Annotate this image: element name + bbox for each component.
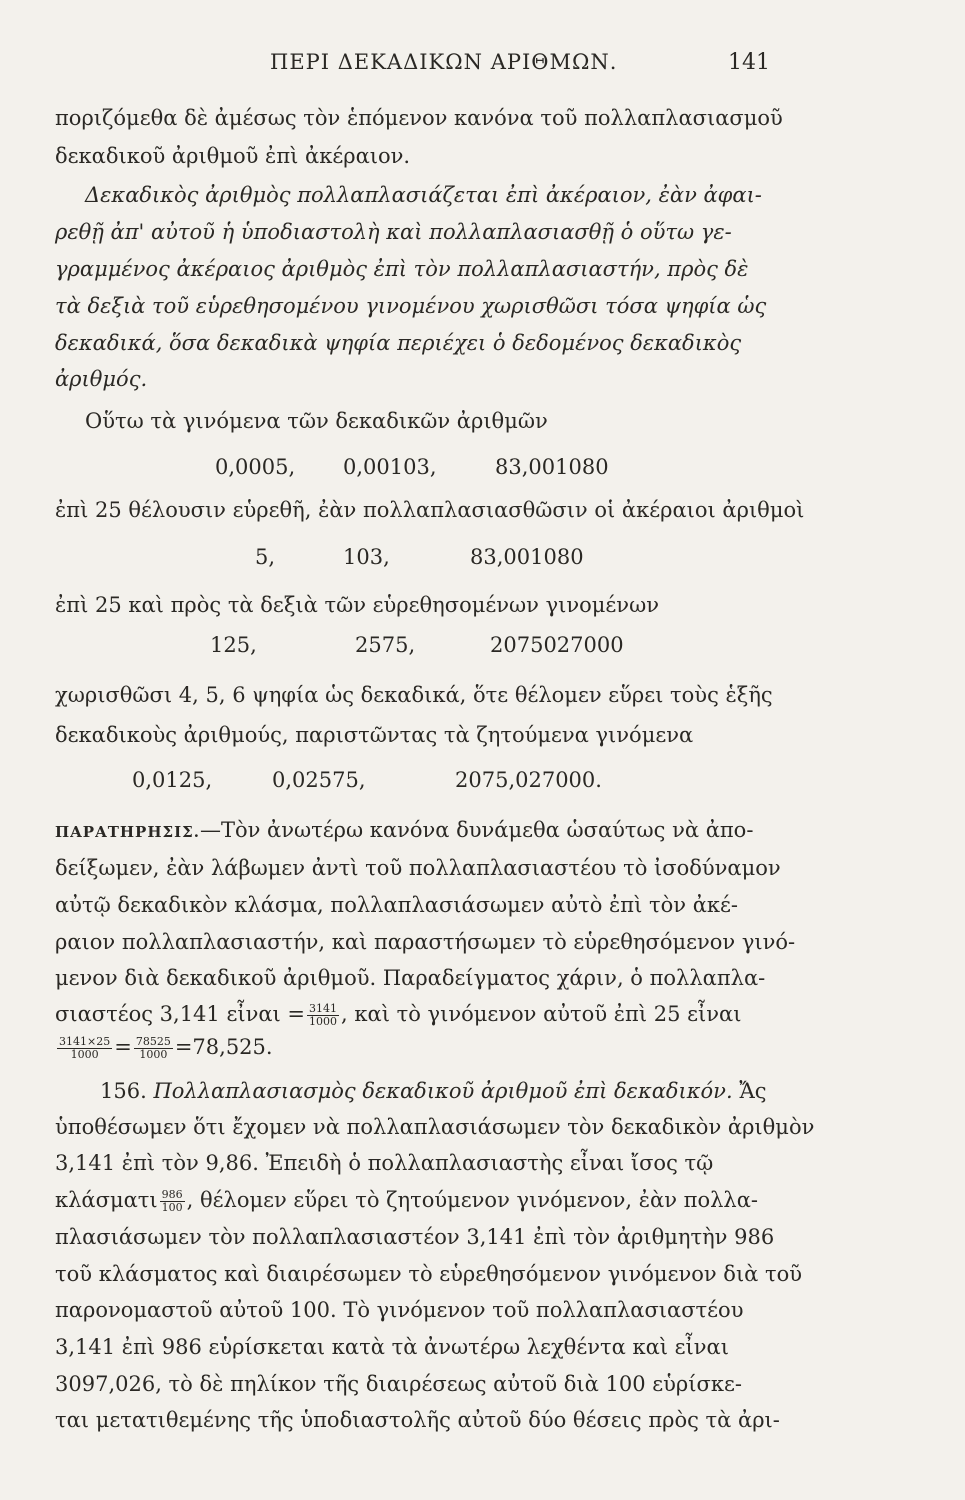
number-3c: 2075027000: [490, 633, 624, 657]
text-line-20: παρονομαστοῦ αὐτοῦ 100. Τὸ γινόμενον τοῦ πολλαπλασιαστέου: [55, 1298, 744, 1322]
number-1a: 0,0005,: [215, 455, 296, 479]
fraction-denominator: 100: [161, 1201, 183, 1214]
text-line-5: ἐπὶ 25 καὶ πρὸς τὰ δεξιὰ τῶν εὑρεθησομένων γινομένων: [55, 593, 659, 617]
text-line-7: δεκαδικοὺς ἀριθμούς, παριστῶντας τὰ ζητούμενα γινόμενα: [55, 723, 694, 747]
text-line-17: [55, 1185, 915, 1215]
rule-line-2: ρεθῇ ἀπ' αὐτοῦ ἡ ὑποδιαστολὴ καὶ πολλαπλασιασθῇ ὁ οὕτω γε-: [55, 220, 732, 244]
text-line-19: τοῦ κλάσματος καὶ διαιρέσωμεν τὸ εὑρεθησόμενον γινόμενον διὰ τοῦ: [55, 1262, 803, 1286]
number-3b: 2575,: [355, 633, 416, 657]
fraction-denominator: 1000: [70, 1048, 99, 1061]
fraction-numerator: 3141×25: [59, 1035, 111, 1048]
number-1c: 83,001080: [495, 455, 609, 479]
fraction-numerator: 3141: [309, 1002, 338, 1015]
rule-line-5: δεκαδικά, ὅσα δεκαδικὰ ψηφία περιέχει ὁ δεδομένος δεκαδικὸς: [55, 331, 742, 355]
running-title: ΠΕΡΙ ΔΕΚΑΔΙΚΩΝ ΑΡΙΘΜΩΝ.: [270, 50, 618, 74]
rule-line-4: τὰ δεξιὰ τοῦ εὑρεθησομένου γινομένου χωρισθῶσι τόσα ψηφία ὡς: [55, 294, 767, 318]
text-line-12: μενον διὰ δεκαδικοῦ ἀριθμοῦ. Παραδείγματος χάριν, ὁ πολλαπλα-: [55, 966, 766, 990]
text-line-18: πλασιάσωμεν τὸν πολλαπλασιαστέον 3,141 ἐπὶ τὸν ἀριθμητὴν 986: [55, 1225, 775, 1249]
page-number: 141: [728, 50, 770, 75]
number-1b: 0,00103,: [343, 455, 437, 479]
number-2a: 5,: [255, 545, 276, 569]
number-2b: 103,: [343, 545, 390, 569]
rule-line-6: ἀριθμός.: [55, 367, 148, 391]
text-fragment: Ἄς: [739, 1079, 767, 1103]
text-line-8: [55, 815, 915, 847]
number-4a: 0,0125,: [132, 768, 213, 792]
section-number: 156.: [100, 1079, 147, 1103]
text-line-2: δεκαδικοῦ ἀριθμοῦ ἐπὶ ἀκέραιον.: [55, 144, 411, 168]
section-heading-line: [100, 1076, 960, 1106]
text-line-3: Οὕτω τὰ γινόμενα τῶν δεκαδικῶν ἀριθμῶν: [85, 409, 548, 433]
fraction-denominator: 1000: [139, 1048, 168, 1061]
text-fragment: , θέλομεν εὕρει τὸ ζητούμενον γινόμενον, ἐὰν πολλα-: [186, 1188, 758, 1212]
text-fragment: κλάσματι: [55, 1188, 158, 1212]
rule-line-1: Δεκαδικὸς ἀριθμὸς πολλαπλασιάζεται ἐπὶ ἀκέραιον, ἐὰν ἀφαι-: [85, 183, 762, 207]
text-line-15: ὑποθέσωμεν ὅτι ἔχομεν νὰ πολλαπλασιάσωμεν τὸν δεκαδικὸν ἀριθμὸν: [55, 1115, 815, 1139]
text-fragment: , καὶ τὸ γινόμενον αὐτοῦ ἐπὶ 25 εἶναι: [341, 1002, 742, 1026]
remark-label: ΠΑΡΑΤΗΡΗΣΙΣ.: [55, 823, 200, 841]
fraction-denominator: 1000: [309, 1015, 338, 1028]
text-fragment: =78,525.: [174, 1035, 273, 1059]
text-line-13: [55, 999, 915, 1029]
fraction-numerator: 78525: [135, 1035, 171, 1048]
text-fragment: σιαστέος 3,141 εἶναι =: [55, 1002, 306, 1026]
number-4b: 0,02575,: [272, 768, 366, 792]
text-line-23: ται μετατιθεμένης τῆς ὑποδιαστολῆς αὐτοῦ δύο θέσεις πρὸς τὰ ἀρι-: [55, 1408, 780, 1432]
text-line-9: δείξωμεν, ἐὰν λάβωμεν ἀντὶ τοῦ πολλαπλασιαστέου τὸ ἰσοδύναμον: [55, 856, 781, 880]
text-line-4: ἐπὶ 25 θέλουσιν εὑρεθῆ, ἐὰν πολλαπλασιασθῶσιν οἱ ἀκέραιοι ἀριθμοὶ: [55, 498, 805, 522]
text-line-21: 3,141 ἐπὶ 986 εὑρίσκεται κατὰ τὰ ἀνωτέρω λεχθέντα καὶ εἶναι: [55, 1335, 729, 1359]
text-line-14: $\frac{3141\times 25}{1000}$ = $\frac{78525}{1000}$ =78,525.: [59, 1035, 273, 1061]
rule-line-3: γραμμένος ἀκέραιος ἀριθμὸς ἐπὶ τὸν πολλαπλασιαστήν, πρὸς δὲ: [55, 257, 749, 281]
number-2c: 83,001080: [470, 545, 584, 569]
fraction: [134, 1036, 173, 1061]
fraction-numerator: 986: [161, 1188, 183, 1201]
text-line-11: ραιον πολλαπλασιαστήν, καὶ παραστήσωμεν τὸ εὑρεθησόμενον γινό-: [55, 930, 796, 954]
text-line-16: 3,141 ἐπὶ τὸν 9,86. Ἐπειδὴ ὁ πολλαπλασιαστὴς εἶναι ἴσος τῷ: [55, 1151, 714, 1175]
fraction: [307, 1003, 339, 1028]
number-4c: 2075,027000.: [455, 768, 602, 792]
fraction: [160, 1189, 185, 1214]
number-3a: 125,: [210, 633, 257, 657]
text-line-6: χωρισθῶσι 4, 5, 6 ψηφία ὡς δεκαδικά, ὅτε θέλομεν εὕρει τοὺς ἑξῆς: [55, 683, 773, 707]
fraction: [57, 1036, 112, 1061]
text-line-10: αὐτῷ δεκαδικὸν κλάσμα, πολλαπλασιάσωμεν αὐτὸ ἐπὶ τὸν ἀκέ-: [55, 893, 738, 917]
section-title: Πολλαπλασιασμὸς δεκαδικοῦ ἀριθμοῦ ἐπὶ δεκαδικόν.: [153, 1079, 733, 1103]
remark-text: —Τὸν ἀνωτέρω κανόνα δυνάμεθα ὡσαύτως νὰ ἀπο-: [199, 818, 754, 842]
page-header: [0, 50, 965, 80]
text-line-22: 3097,026, τὸ δὲ πηλίκον τῆς διαιρέσεως αὐτοῦ διὰ 100 εὑρίσκε-: [55, 1372, 742, 1396]
text-line-1: ποριζόμεθα δὲ ἀμέσως τὸν ἑπόμενον κανόνα τοῦ πολλαπλασιασμοῦ: [55, 106, 783, 130]
